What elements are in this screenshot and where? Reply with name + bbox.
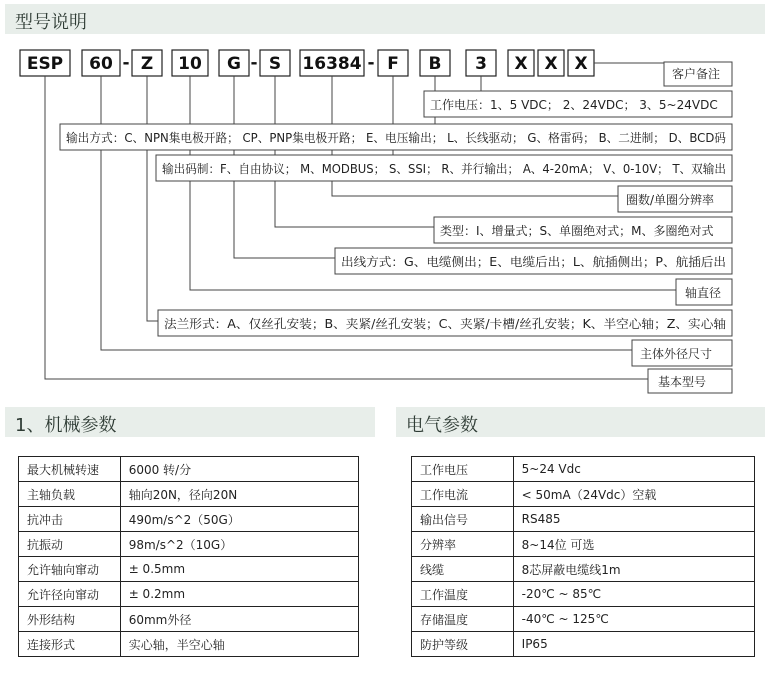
param-name: 主轴负载 (19, 482, 121, 507)
param-value: 60mm外径 (120, 607, 358, 632)
table-row (412, 532, 755, 557)
param-name: 最大机械转速 (19, 457, 121, 482)
label-cable: 出线方式：G、电缆侧出；E、电缆后出；L、航插侧出；P、航插后出 (341, 255, 708, 269)
param-value: 实心轴，半空心轴 (120, 632, 358, 657)
param-value: IP65 (513, 632, 754, 657)
param-value: 490m/s^2（50G） (120, 507, 358, 532)
param-value: ± 0.2mm (120, 582, 358, 607)
table-row (412, 582, 755, 607)
label-voltage: 工作电压：1、5 VDC； 2、24VDC； 3、5~24VDC (430, 98, 718, 112)
electrical-section-title: 电气参数 (406, 415, 478, 436)
code-separator: - (367, 53, 375, 73)
param-value: 轴向20N，径向20N (120, 482, 358, 507)
param-value: 8芯屏蔽电缆线1m (513, 557, 754, 582)
param-name: 分辨率 (412, 532, 514, 557)
table-row (19, 632, 359, 657)
param-name: 防护等级 (412, 632, 514, 657)
mechanical-section-bar (5, 407, 375, 437)
param-name: 工作电压 (412, 457, 514, 482)
code-seg-1: 60 (89, 54, 113, 74)
label-output-code: 输出码制：F、自由协议； M、MODBUS； S、SSI； R、并行输出； A、4-20mA； V、0-10V； T、双输出 (162, 162, 745, 176)
label-flange: 法兰形式：A、仅丝孔安装；B、夹紧/丝孔安装；C、夹紧/卡槽/丝孔安装；K、半空心轴；Z、实心轴 (164, 317, 698, 331)
code-separator: - (122, 53, 130, 73)
param-name: 允许径向窜动 (19, 582, 121, 607)
label-body-size: 主体外径尺寸 (640, 347, 713, 361)
page-title: 型号说明 (15, 12, 87, 33)
param-value: 6000 转/分 (120, 457, 358, 482)
electrical-params-table (411, 456, 755, 657)
param-name: 输出信号 (412, 507, 514, 532)
code-seg-10: X (514, 54, 528, 74)
code-separator: - (250, 53, 258, 73)
param-name: 抗冲击 (19, 507, 121, 532)
label-type: 类型：I、增量式；S、单圈绝对式；M、多圈绝对式 (440, 224, 714, 238)
code-seg-4: G (227, 54, 241, 74)
param-name: 工作温度 (412, 582, 514, 607)
param-name: 抗振动 (19, 532, 121, 557)
code-seg-5: S (268, 54, 282, 74)
table-row (412, 482, 755, 507)
code-seg-2: Z (140, 54, 154, 74)
mechanical-params-table (18, 456, 359, 657)
label-resolution: 圈数/单圈分辨率 (626, 193, 715, 207)
table-row (412, 457, 755, 482)
param-value: ± 0.5mm (120, 557, 358, 582)
table-row (412, 557, 755, 582)
mechanical-section-title: 1、机械参数 (15, 415, 117, 436)
table-row (19, 507, 359, 532)
code-seg-11: X (544, 54, 558, 74)
param-name: 允许轴向窜动 (19, 557, 121, 582)
param-name: 线缆 (412, 557, 514, 582)
param-value: -40℃ ~ 125℃ (513, 607, 754, 632)
code-seg-12: X (574, 54, 588, 74)
label-base-model: 基本型号 (658, 375, 707, 389)
param-name: 存储温度 (412, 607, 514, 632)
param-value: -20℃ ~ 85℃ (513, 582, 754, 607)
param-name: 连接形式 (19, 632, 121, 657)
code-seg-3: 10 (178, 54, 202, 74)
table-row (19, 532, 359, 557)
code-seg-0: ESP (26, 54, 64, 74)
param-name: 外形结构 (19, 607, 121, 632)
param-value: 98m/s^2（10G） (120, 532, 358, 557)
param-value: 8~14位 可选 (513, 532, 754, 557)
table-row (19, 607, 359, 632)
label-output-mode: 输出方式：C、NPN集电极开路； CP、PNP集电极开路； E、电压输出； L、长线驱动； G、格雷码； B、二进制； D、BCD码 (66, 131, 745, 145)
table-row (19, 557, 359, 582)
code-seg-8: B (428, 54, 442, 74)
table-row (19, 457, 359, 482)
table-row (412, 632, 755, 657)
code-seg-7: F (387, 54, 399, 74)
label-shaft-diameter: 轴直径 (685, 286, 722, 300)
param-value: < 50mA（24Vdc）空载 (513, 482, 754, 507)
table-row (412, 607, 755, 632)
electrical-section-bar (396, 407, 765, 437)
table-row (19, 482, 359, 507)
label-customer: 客户备注 (672, 67, 721, 81)
code-seg-6: 16384 (302, 54, 362, 74)
code-seg-9: 3 (475, 54, 487, 74)
param-value: 5~24 Vdc (513, 457, 754, 482)
param-name: 工作电流 (412, 482, 514, 507)
table-row (412, 507, 755, 532)
param-value: RS485 (513, 507, 754, 532)
table-row (19, 582, 359, 607)
